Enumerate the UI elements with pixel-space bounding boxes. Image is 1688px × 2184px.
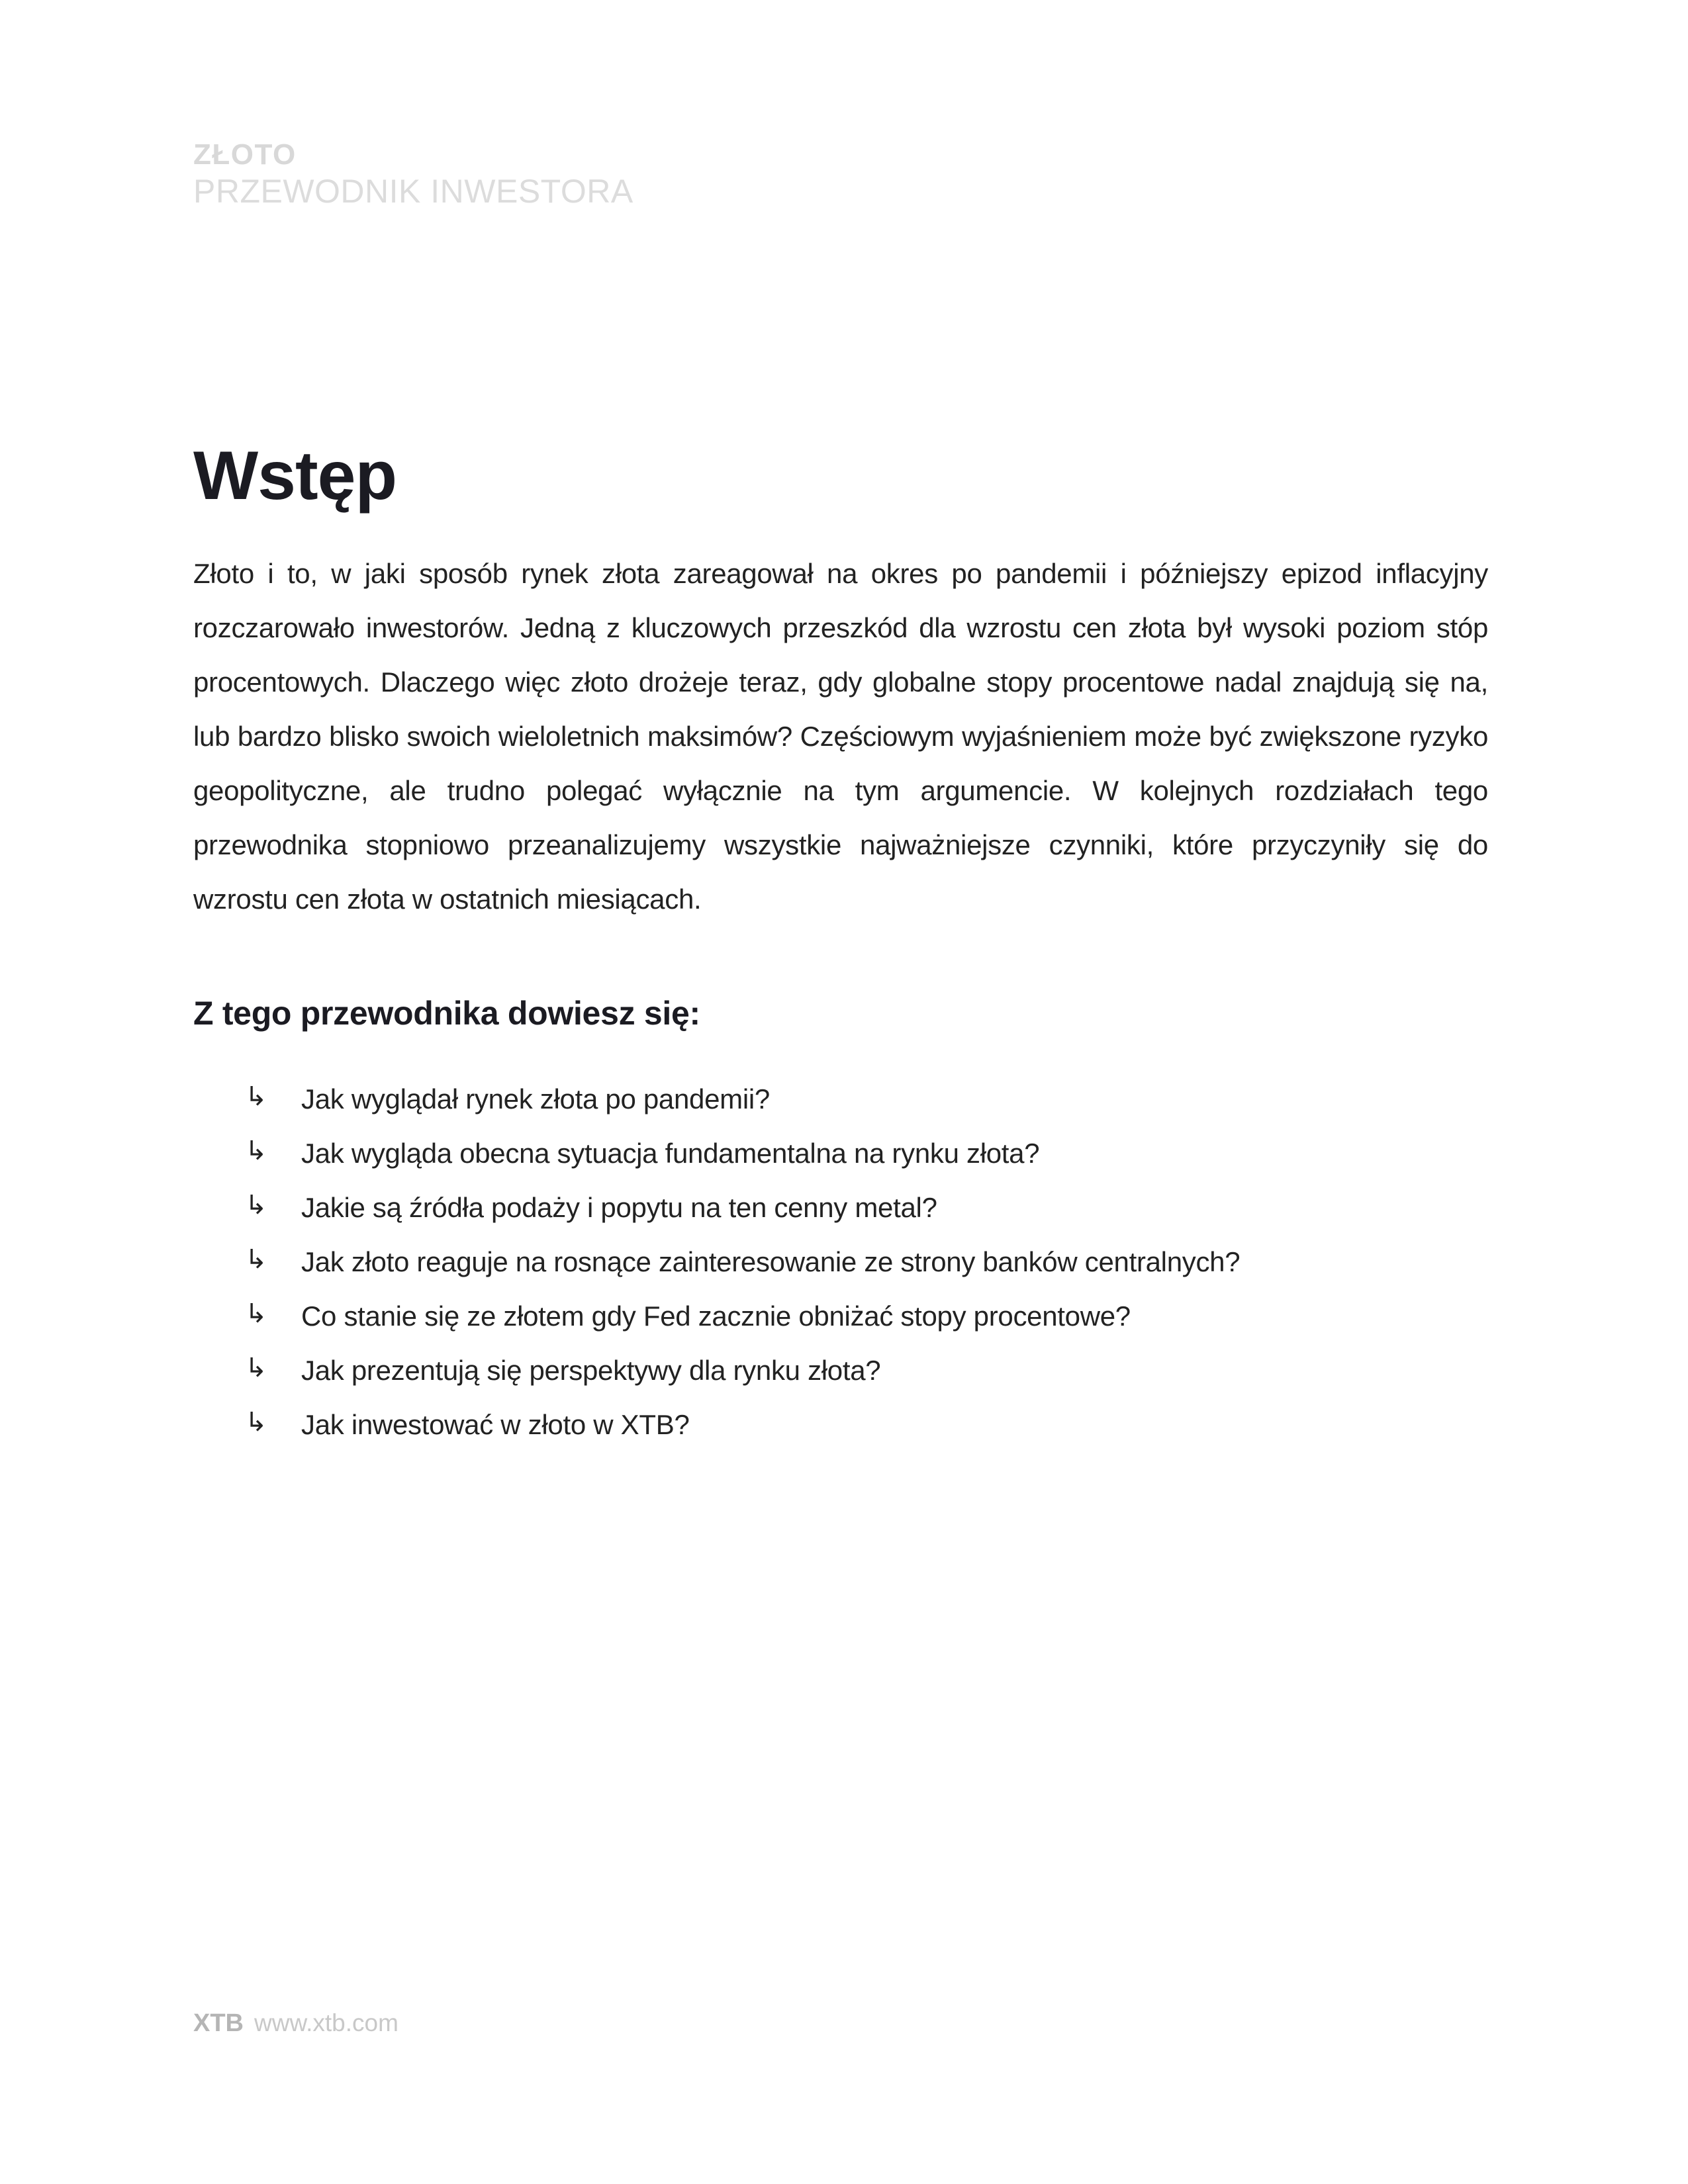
arrow-bullet-icon: ↳ xyxy=(245,1353,267,1383)
footer-brand-xtb: XTB xyxy=(193,2009,244,2037)
list-item xyxy=(193,1398,1488,1452)
header-subtitle: PRZEWODNIK INWESTORA xyxy=(193,173,633,210)
list-item xyxy=(193,1289,1488,1343)
list-item-label: Jak wygląda obecna sytuacja fundamentalna na rynku złota? xyxy=(301,1138,1040,1169)
intro-paragraph: Złoto i to, w jaki sposób rynek złota zareagował na okres po pandemii i późniejszy epizod inflacyjny rozczarowało inwestorów. Jedną z kluczowych przeszkód dla wzrostu cen złota był wysoki poziom stóp procentowych. Dlaczego więc złoto drożeje teraz, gdy globalne stopy procentowe nadal znajdują się na, lub bardzo blisko swoich wieloletnich maksimów? Częściowym wyjaśnieniem może być zwiększone ryzyko geopolityczne, ale trudno polegać wyłącznie na tym argumencie. W kolejnych rozdziałach tego przewodnika stopniowo przeanalizujemy wszystkie najważniejsze czynniki, które przyczyniły się do wzrostu cen złota w ostatnich miesiącach. xyxy=(193,558,1488,915)
arrow-bullet-icon: ↳ xyxy=(245,1190,267,1220)
header-brand-zloto: ZŁOTO xyxy=(193,138,297,171)
question-list xyxy=(193,1072,1488,1452)
list-item xyxy=(193,1072,1488,1126)
list-item-label: Jak wyglądał rynek złota po pandemii? xyxy=(301,1083,770,1115)
page-title: Wstęp xyxy=(193,437,397,514)
document-footer xyxy=(193,2009,399,2038)
arrow-bullet-icon: ↳ xyxy=(245,1407,267,1437)
arrow-bullet-icon: ↳ xyxy=(245,1298,267,1329)
document-header xyxy=(193,138,633,210)
list-item xyxy=(193,1343,1488,1398)
footer-website-link[interactable]: www.xtb.com xyxy=(254,2009,399,2036)
arrow-bullet-icon: ↳ xyxy=(245,1244,267,1275)
list-item xyxy=(193,1235,1488,1289)
arrow-bullet-icon: ↳ xyxy=(245,1136,267,1166)
arrow-bullet-icon: ↳ xyxy=(245,1081,267,1112)
section-heading: Z tego przewodnika dowiesz się: xyxy=(193,995,700,1032)
list-item-label: Co stanie się ze złotem gdy Fed zacznie obniżać stopy procentowe? xyxy=(301,1300,1131,1332)
list-item xyxy=(193,1181,1488,1235)
list-item-label: Jak prezentują się perspektywy dla rynku złota? xyxy=(301,1355,881,1386)
list-item-label: Jakie są źródła podaży i popytu na ten cenny metal? xyxy=(301,1192,937,1223)
list-item-label: Jak złoto reaguje na rosnące zainteresowanie ze strony banków centralnych? xyxy=(301,1246,1241,1277)
list-item xyxy=(193,1126,1488,1181)
list-item-label: Jak inwestować w złoto w XTB? xyxy=(301,1409,690,1440)
